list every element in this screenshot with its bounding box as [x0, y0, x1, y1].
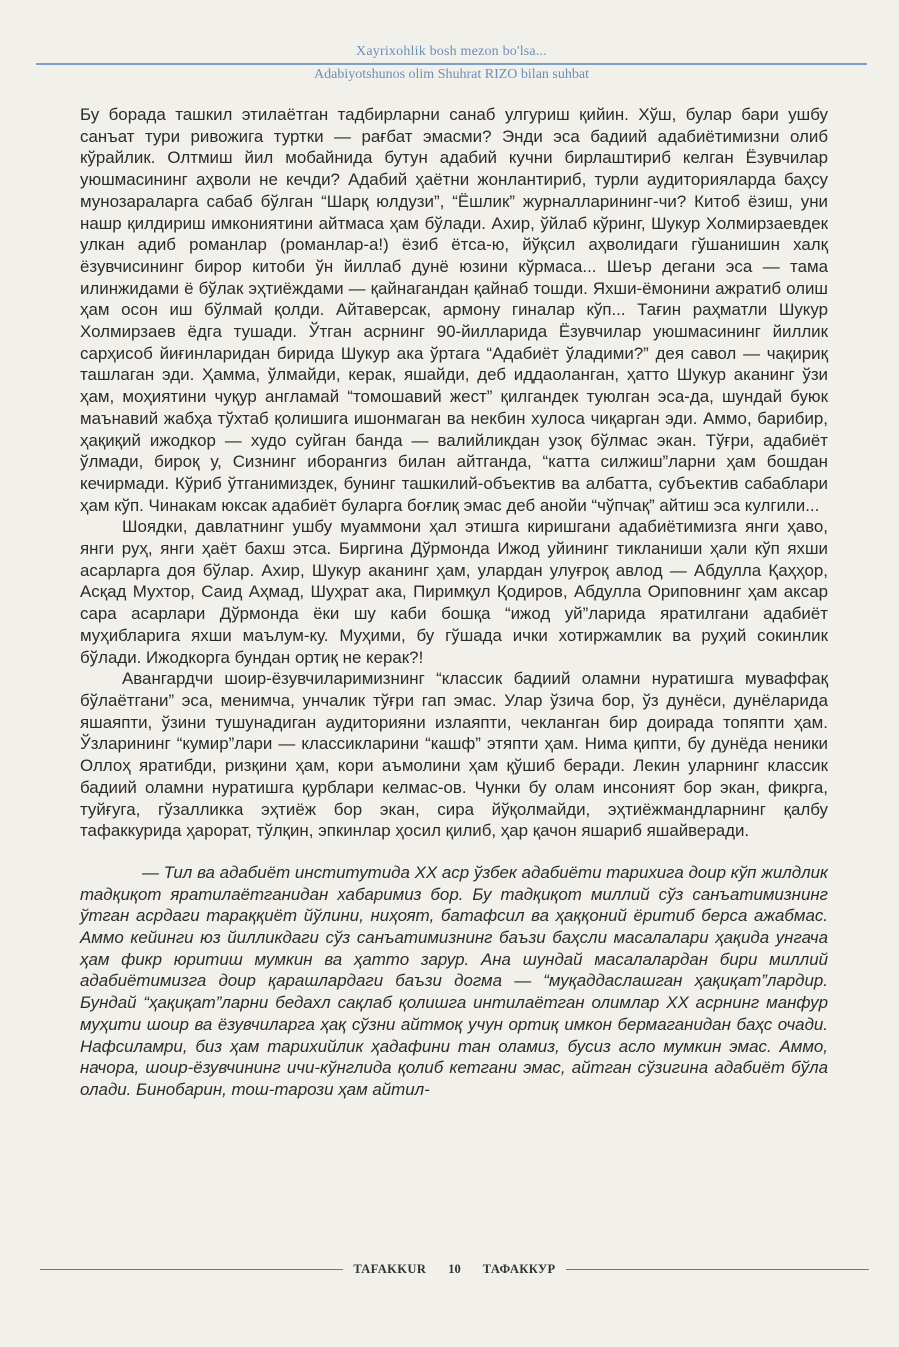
page-number: 10	[448, 1262, 461, 1276]
page-footer	[40, 1262, 869, 1277]
footer-rule-left	[40, 1269, 343, 1270]
paragraph-2: Шоядки, давлатнинг ушбу муаммони ҳал этишга киришгани адабиётимизга янги ҳаво, янги руҳ, янги ҳаёт бахш этса. Биргина Дўрмонда Ижод уйининг тикланиши ҳали кўп яхши асарларга доя бўлар. Ахир, Шукур аканинг ҳам, улардан улуғроқ авлод — Абдулла Қаҳҳор, Асқад Мухтор, Саид Аҳмад, Шуҳрат ака, Пиримқул Қодиров, Абдулла Ориповнинг ҳам аксар сара асарлари Дўрмонда ёки шу каби бошқа “ижод уй”ларида яратилгани адабиёт муҳибларига яхши маълум-ку. Муҳими, бу гўшада ички хотиржамлик ва руҳий сокинлик бўлади. Ижодкорга бундан ортиқ не керак?!	[80, 517, 828, 667]
footer-journal-cyrillic: ТАФАККУР	[482, 1262, 556, 1276]
paragraph-3: Авангардчи шоир-ёзувчиларимизнинг “классик бадиий оламни нуратишга муваффақ бўлаётгани” эса, менимча, унчалик тўғри гап эмас. Улар ўзича бор, ўз дунёси, дунёларида яшаяпти, ўзини тушунадиган аудиторияни излаяпти, чекланган бир доирада топяпти ҳам. Ўзларининг “кумир”лари — классикларини “кашф” этяпти ҳам. Нима қипти, бу дунёда неники Оллоҳ яратибди, ризқини ҳам, кори аъмолини ҳам қўшиб беради. Лекин уларнинг классик бадиий оламни нуратишга қурблари келмас-ов. Чунки бу олам инсоният бор экан, фикрга, туйғуга, гўзалликка эҳтиёж бор экан, сира йўқолмайди, эҳтиёжмандларнинг қалбу тафаккурида ҳарорат, тўлқин, эпкинлар ҳосил қилиб, ҳар қачон яшариб яшайверади.	[80, 669, 828, 841]
interview-question: — Тил ва адабиёт институтида XX аср ўзбек адабиёти тарихига доир кўп жилдлик тадқиқот яратилаётганидан хабаримиз бор. Бу тадқиқот миллий сўз санъатимизнинг ўтган асрдаги тараққиёт йўлини, ниҳоят, батафсил ва ҳаққоний ёритиб берса ажабмас. Аммо кейинги юз йилликдаги сўз санъатимизнинг баъзи баҳсли масалалари ҳақида унгача ҳам фикр юритиш мумкин ва ҳатто зарур. Ана шундай масалалардан бири миллий адабиётимизга доир қарашлардаги баъзи догма — “муқаддаслашган ҳақиқат”лардир. Бундай “ҳақиқат”ларни бедахл сақлаб қолишга интилаётган олимлар XX асрнинг манфур муҳити шоир ва ёзувчиларга ҳақ сўзни айтмоқ учун ортиқ имкон бермаганидан баҳс очади. Нафсиламри, биз ҳам тарихийлик ҳадафини тан оламиз, бусиз асло мумкин эмас. Аммо, начора, шоир-ёзувчининг ичи-кўнглида қолиб кетгани эмас, айтган сўзигина адабиёт бўла олади. Бинобарин, тош-тарози ҳам айтил-	[80, 862, 828, 1099]
header-subtitle: Adabiyotshunos olim Shuhrat RIZO bilan suhbat	[314, 66, 589, 82]
paragraph-1: Бу борада ташкил этилаётган тадбирларни санаб улгуриш қийин. Хўш, булар бари ушбу санъат тури ривожига туртки — рағбат эмасми? Энди эса бадиий адабиётимизни олиб кўрайлик. Олтмиш йил мобайнида бутун адабий кучни бирлаштириб келган Ёзувчилар уюшмасининг аҳволи не кечди? Адабий ҳаётни жонлантириб, турли аудиторияларда баҳсу мунозараларга сабаб бўлган “Шарқ юлдузи”, “Ёшлик” журналларининг-чи? Китоб ёзиш, уни нашр қилдириш имкониятини айтмаса ҳам бўлади. Ахир, ўйлаб кўринг, Шукур Холмирзаевдек улкан адиб романлар (романлар-а!) ёзиб ётса-ю, йўқсил аҳволидаги гўшанишин халқ ёзувчисининг бирор китоби ўн йиллаб дунё юзини кўрмаса... Шеър дегани эса — тама илинжидами ё бўлак эҳтиёждами — қайнагандан қайнаб тошди. Яхши-ёмонини ажратиб олиш ҳам осон иш бўлмай қолди. Айтаверсак, армону гиналар кўп... Тағин раҳматли Шукур Холмирзаев ёдга тушади. Ўтган асрнинг 90-йилларида Ёзувчилар уюшмасининг йиллик сарҳисоб йиғинларидан бирида Шукур ака ўртага “Адабиёт ўладими?” дея савол — чақириқ ташлаган эди. Ҳамма, ўлмайди, керак, яшайди, деб иддаоланган, ҳатто Шукур аканинг ўзи ҳам, моҳиятини чуқур англамай “томошавий жест” қилгандек туюлган эса-да, шундай буюк маънавий жабҳа тўхтаб қолишига ишонмаган ва некбин хулоса чиқарган эди. Аммо, барибир, ҳақиқий ижодкор — худо суйган банда — валийликдан узоқ бўлмас экан. Тўғри, адабиёт ўлмади, бироқ у, Сизнинг иборангиз билан айтганда, “катта силжиш”ларни ҳам бошдан кечирмади. Кўриб ўтганимиздек, бунинг ташкилий-объектив ва албатта, субъектив сабаблари ҳам кўп. Чинакам юксак адабиёт буларга боғлиқ эмас деб анойи “чўпчақ” айтиш эса кулгили...	[80, 105, 828, 515]
article-body	[80, 104, 828, 1101]
running-header	[36, 44, 867, 83]
header-divider	[36, 63, 867, 65]
footer-rule-right	[566, 1269, 869, 1270]
header-title: Xayrixohlik bosh mezon bo'lsa...	[356, 44, 547, 59]
footer-journal-latin: TAFAKKUR	[353, 1262, 427, 1276]
